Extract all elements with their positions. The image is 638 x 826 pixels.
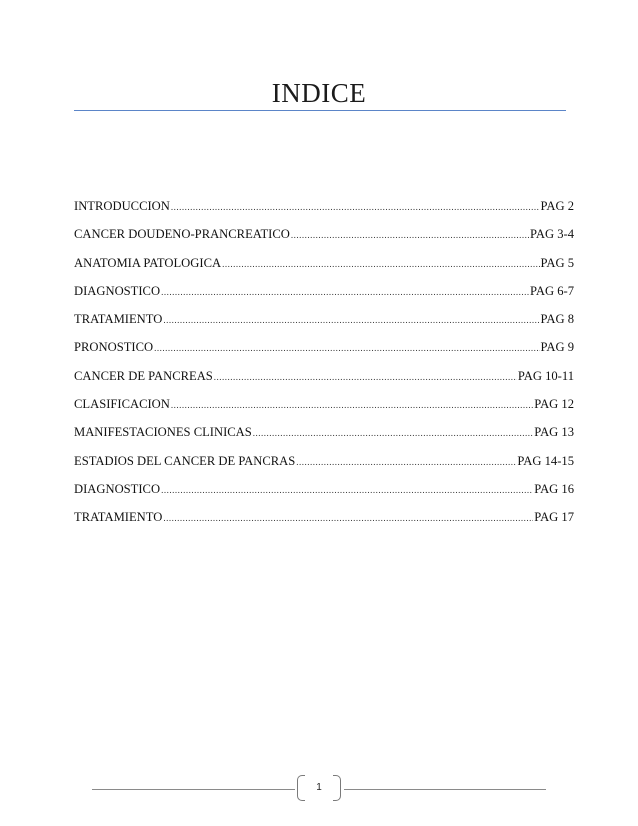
- toc-entry-cancer-de-pancreas[interactable]: [74, 369, 574, 397]
- page-title: INDICE: [271, 78, 367, 108]
- toc-entry-title: CLASIFICACION: [74, 397, 170, 412]
- footer-rule-left: [92, 789, 295, 790]
- toc-entry-page: PAG 5: [540, 255, 574, 270]
- toc-leader-dots: [291, 230, 529, 240]
- toc-entry-page: PAG 10-11: [517, 368, 574, 383]
- toc-entry-cancer-doudeno-prancreatico[interactable]: [74, 227, 574, 255]
- toc-entry-page: PAG 9: [540, 340, 574, 355]
- toc-entry-estadios-del-cancer[interactable]: [74, 454, 574, 482]
- toc-entry-title: CANCER DOUDENO-PRANCREATICO: [74, 227, 290, 242]
- toc-entry-pronostico[interactable]: [74, 340, 574, 368]
- toc-leader-dots: [296, 457, 516, 467]
- toc-entry-title: INTRODUCCION: [74, 199, 170, 213]
- toc-leader-dots: [214, 372, 517, 382]
- toc-entry-introduccion[interactable]: [74, 199, 574, 227]
- toc-entry-page: PAG 2: [540, 199, 574, 213]
- toc-entry-tratamiento-2[interactable]: [74, 510, 574, 538]
- toc-entry-diagnostico-2[interactable]: [74, 482, 574, 510]
- toc-entry-page: PAG 8: [540, 312, 574, 327]
- toc-entry-title: ESTADIOS DEL CANCER DE PANCRAS: [74, 453, 296, 468]
- toc-entry-title: ANATOMIA PATOLOGICA: [74, 255, 222, 270]
- toc-entry-page: PAG 12: [534, 397, 574, 412]
- page-number-bracket-right: [333, 775, 341, 801]
- footer-rule-right: [344, 789, 546, 790]
- toc-entry-page: PAG 17: [534, 510, 574, 525]
- toc-entry-title: PRONOSTICO: [74, 340, 154, 355]
- toc-entry-page: PAG 3-4: [530, 227, 574, 242]
- page-number: 1: [316, 782, 322, 793]
- toc-entry-tratamiento[interactable]: [74, 312, 574, 340]
- toc-entry-page: PAG 13: [534, 425, 574, 440]
- toc-entry-title: MANIFESTACIONES CLINICAS: [74, 425, 252, 440]
- toc-entry-title: DIAGNOSTICO: [74, 481, 161, 496]
- title-underline: [74, 110, 566, 111]
- toc-entry-title: TRATAMIENTO: [74, 510, 163, 525]
- toc-entry-manifestaciones-clinicas[interactable]: [74, 425, 574, 453]
- toc-entry-title: CANCER DE PANCREAS: [74, 368, 213, 383]
- toc-leader-dots: [163, 513, 533, 523]
- page-number-bracket-left: [297, 775, 305, 801]
- toc-entry-page: PAG 14-15: [517, 453, 574, 468]
- toc-leader-dots: [222, 259, 539, 269]
- toc-leader-dots: [161, 287, 529, 297]
- toc-entry-diagnostico[interactable]: [74, 284, 574, 312]
- table-of-contents: [74, 199, 574, 539]
- toc-leader-dots: [163, 315, 539, 325]
- toc-leader-dots: [171, 202, 540, 212]
- toc-leader-dots: [154, 343, 539, 353]
- toc-leader-dots: [253, 428, 533, 438]
- toc-leader-dots: [161, 485, 533, 495]
- toc-entry-title: TRATAMIENTO: [74, 312, 163, 327]
- toc-entry-clasificacion[interactable]: [74, 397, 574, 425]
- toc-entry-page: PAG 16: [534, 481, 574, 496]
- toc-leader-dots: [171, 400, 533, 410]
- toc-entry-title: DIAGNOSTICO: [74, 283, 161, 298]
- toc-entry-anatomia-patologica[interactable]: [74, 256, 574, 284]
- toc-entry-page: PAG 6-7: [530, 283, 574, 298]
